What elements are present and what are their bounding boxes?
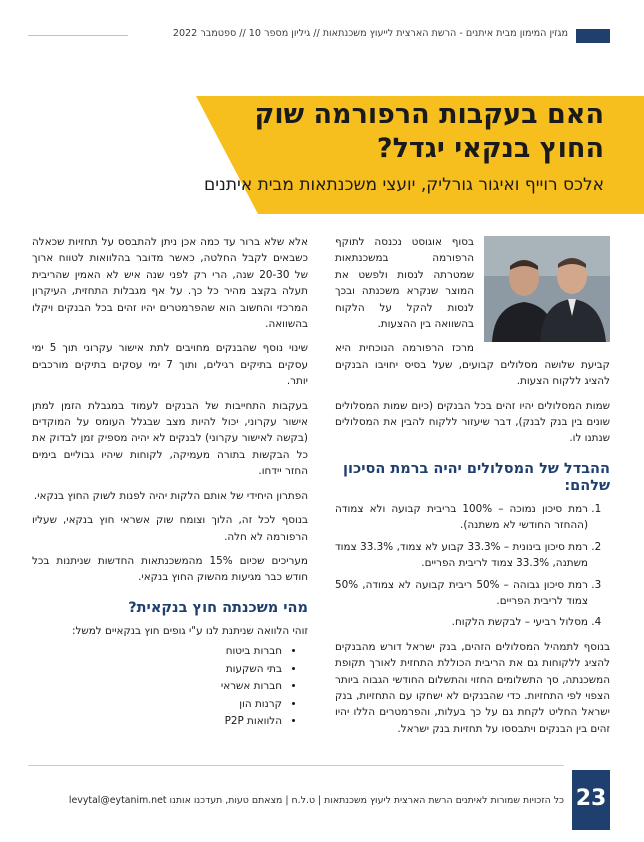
footer-rule xyxy=(28,765,564,766)
paragraph-approval-time: שינוי נוסף שהבנקים מחויבים לתת אישור עקרוני תוך 5 ימי עסקים בתיקים רגילים, ותוך 7 ימי עסקים בתיקים מורכבים יותר. xyxy=(32,342,308,388)
paragraph-route-names: שמות המסלולים יהיו זהים בכל הבנקים (כיום שמות המסלולים שונים בין בנק לבנק), דבר שיעזור ללקוח להבין את המסלולים שנתנו לו. xyxy=(335,399,610,445)
list-item: • הלוואות P2P xyxy=(32,713,282,731)
routes-list xyxy=(335,501,610,631)
two-men-portrait-icon xyxy=(484,236,610,342)
route-item: 4. מסלול רביעי – לבקשת הלקוח. xyxy=(335,614,588,630)
paragraph-market-share: מעריכים שכיום 15% מהמשכנתאות החדשות שניתנות בכל חודש כבר מגיעות מהשוק החוץ בנקאי. xyxy=(32,554,308,584)
list-item: • בתי השקעות xyxy=(32,661,282,679)
route-item: 2. רמת סיכון בינונית – 33.3% קבוע לא צמוד, 33.3% צמוד משתנה, 33.3% צמוד לריבית הפריים. xyxy=(335,539,588,572)
paragraph-solution: הפתרון היחידי של אותם הלקות יהיה לפנות לשוק החוץ בנקאי. xyxy=(33,489,308,502)
list-item: • חברות אשראי xyxy=(32,678,282,696)
route-item: 3. רמת סיכון גבוהה – 50% ריבית קבועה לא צמודה, 50% צמוד לריבית הפריים. xyxy=(335,577,588,610)
page-number: 23 xyxy=(575,786,607,811)
left-column xyxy=(32,234,308,731)
right-column xyxy=(335,234,610,745)
header-block xyxy=(576,29,610,43)
non-bank-heading: מהי משכנתה חוץ בנקאית? xyxy=(128,599,308,616)
list-item: • חברות ביטוח xyxy=(32,643,282,661)
paragraph-forecasts: אלא שלא ברור עד כמה אכן ניתן להתבסס על תחזיות שכאלה כשבאים לקבל החלטה, כאשר מדובר בהלוואות לטווח ארוך של 20-30 שנה, הרי רק לפני שנה איש לא האמין שהריבית תעלה בקצב מהיר כל כך. על אף מגבלות התחזית, העיקרון המרכזי והחשוב הוא שהפרמטרים יהיו זהים בכל הבנקים ויקלו בהשוואה. xyxy=(32,236,308,331)
route-item: 1. רמת סיכון נמוכה – 100% בריבית קבועה ולא צמודה (ההחזר החודשי לא משתנה). xyxy=(335,501,588,534)
intro-paragraph-1: בסוף אוגוסט נכנסה לתוקף הרפורמה במשכנתאות שמטרתה לנסות ולפשט את המוצר שנקרא משכנתה ובכך לנסות להקל על הלקוח בהשוואה בין ההצעות. xyxy=(335,236,474,331)
paragraph-definition: זוהי הלוואה שניתנת לנו ע"י גופים חוץ בנקאיים למשל: xyxy=(71,624,308,637)
paragraph-bank-of-israel: בנוסף לתמהיל המסלולים הזהים, בנק ישראל דורש מהבנקים להציג ללקוחות גם את הריבית הכוללת התחזית לאורך תקופת המשכנתה, סך התשלומים החזוי והתשלום החודשי הגבוה ביותר הצפוי לפי התחזיות. כדי שהבנקים לא ישחקו עם התחזיות, בנק ישראל החליט לקחת גם על כך בעלות, והפרמטרים הללו יהיו זהים בין הבנקים ויתבססו על תחזיות בנק ישראל. xyxy=(335,640,610,735)
paragraph-bank-load: בעקבות התחייבות של הבנקים לעמוד במגבלת הזמן למתן אישור עקרוני, יכול להיות מצב שבגלל העומס על המוקדים (בקשה לאישור עקרוני) לבנקים לא יהיה מספיק זמן לבדוק את כל הבקשות בתורה מעמיקה, לקוחות שיהיו גבוליים בימים החזר יידחו. xyxy=(32,399,308,478)
paragraph-non-bank-market: בנוסף לכל זה, הלוך וצומח שוק אשראי חוץ בנקאי, שעליו הרפורמה לא חלה. xyxy=(32,514,308,543)
article-title: האם בעקבות הרפורמה שוק החוץ בנקאי יגדל? xyxy=(254,99,604,164)
intro-paragraph-2: מרכז הרפורמה הנוכחית היא קביעת שלושה מסלולים קבועים, שעל בסיס יחויבו הבנקים להציג ללקוח הצעות. xyxy=(335,342,610,388)
article-byline: אלכס רוייף ואיגור גורליק, יועצי משכנתאות מבית איתנים xyxy=(203,175,604,195)
non-bank-bodies-list xyxy=(32,643,308,731)
magazine-header: מגזין המימון מבית איתנים - הרשת הארצית לייעוץ משכנתאות // גיליון מספר 10 // ספטמבר 2022 xyxy=(128,28,572,39)
authors-photo xyxy=(484,236,610,342)
routes-heading: ההבדל של המסלולים יהיה ברמת הסיכון שלהם: xyxy=(343,460,610,494)
footer-copyright: כל הזכויות שמורות לאיתנים הרשת הארצית ליעוץ משכנתאות | ט.ל.ח | מצאתם טעות, תעדכנו אותנו levytal@eytanim.net xyxy=(68,795,564,806)
list-item: • קרנות הון xyxy=(32,696,282,714)
